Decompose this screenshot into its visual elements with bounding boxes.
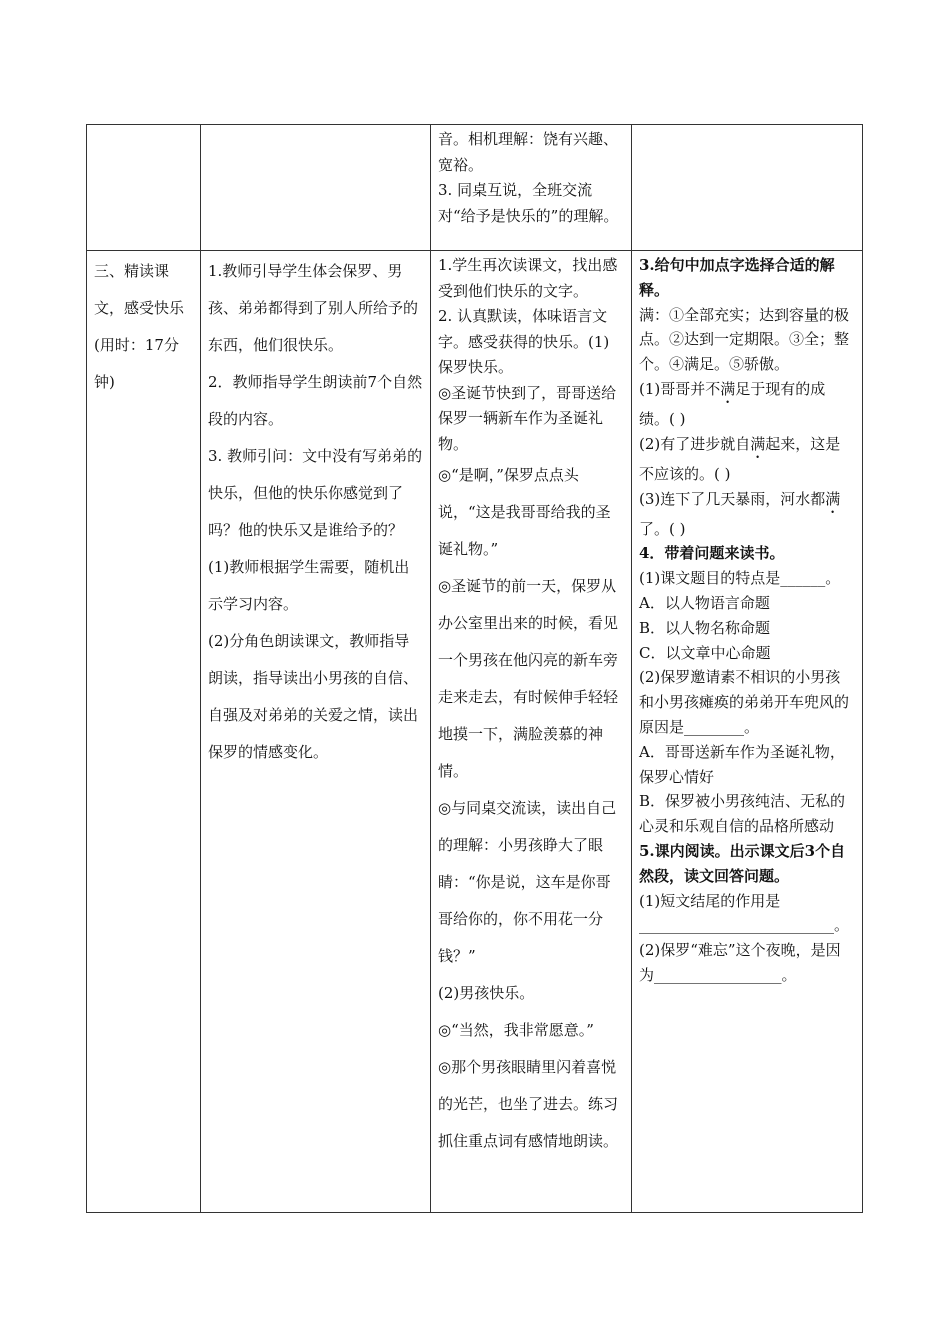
text-fragment: (3)连下了几天暴雨，河水都 [639, 489, 826, 508]
option-item: A．哥哥送新车作为圣诞礼物，保罗心情好 [639, 742, 845, 786]
student-activity-cell [431, 251, 632, 1213]
question-item [639, 432, 855, 487]
row1-col3-cell [431, 125, 632, 251]
option-item: A．以人物语言命题 [639, 593, 770, 612]
question-title: 3.给句中加点字选择合适的解释。 [639, 256, 835, 299]
paragraph: 2. 认真默读，体味语言文字。感受获得的快乐。(1)保罗快乐。 [438, 307, 610, 376]
question-item: (1)短文结尾的作用是__________________________。 [639, 891, 850, 935]
row1-col4-cell [632, 125, 863, 251]
dotted-character: 满 [825, 489, 841, 508]
paragraph: ◎圣诞节的前一天，保罗从办公室里出来的时候，看见一个男孩在他闪亮的新车旁走来走去，有时候伸手轻轻地摸一下，满脸羡慕的神情。 [438, 577, 619, 780]
step-title: 三、精读课文，感受快乐(用时：17分钟) [94, 262, 185, 391]
paragraph: ◎“当然，我非常愿意。” [438, 1021, 594, 1039]
paragraph: ◎与同桌交流读，读出自己的理解：小男孩睁大了眼睛：“你是说，这车是你哥哥给你的，你不用花一分钱？” [438, 799, 617, 965]
paragraph: ◎那个男孩眼睛里闪着喜悦的光芒，也坐了进去。练习抓住重点词有感情地朗读。 [438, 1058, 619, 1150]
paragraph: (1)教师根据学生需要，随机出示学习内容。 [208, 558, 410, 613]
question-item: (2)保罗“难忘”这个夜晚，是因为_________________。 [639, 941, 841, 984]
text-fragment: 了。( ) [639, 519, 686, 538]
paragraph: 3. 同桌互说，全班交流对“给予是快乐的”的理解。 [438, 181, 619, 225]
paragraph: ◎“是啊，”保罗点点头说，“这是我哥哥给我的圣诞礼物。” [438, 466, 611, 558]
question-title: 5.课内阅读。出示课文后3个自然段，读文回答问题。 [639, 841, 846, 885]
option-item: C．以文章中心命题 [639, 643, 771, 662]
question-item [639, 377, 855, 432]
exercise-cell [632, 251, 863, 1213]
paragraph: 3. 教师引问：文中没有写弟弟的快乐，但他的快乐你感觉到了吗？他的快乐又是谁给予的？ [208, 447, 423, 539]
table-row [87, 251, 863, 1213]
dotted-character: 满 [720, 379, 736, 398]
paragraph: (2)分角色朗读课文，教师指导朗读，指导读出小男孩的自信、自强及对弟弟的关爱之情，读出保罗的情感变化。 [208, 632, 419, 761]
text-fragment: 起来，这是不应该的。( ) [639, 434, 841, 483]
paragraph: (2)男孩快乐。 [438, 984, 535, 1002]
question-item: (1)课文题目的特点是______。 [639, 569, 841, 588]
paragraph: 2．教师指导学生朗读前7个自然段的内容。 [208, 373, 423, 428]
paragraph: ◎圣诞节快到了，哥哥送给保罗一辆新车作为圣诞礼物。 [438, 383, 617, 453]
option-item: B．保罗被小男孩纯洁、无私的心灵和乐观自信的品格所感动 [639, 792, 846, 836]
paragraph: 音。相机理解：饶有兴趣、宽裕。 [438, 130, 619, 174]
option-item: B．以人物名称命题 [639, 618, 771, 637]
teacher-activity-cell [201, 251, 431, 1213]
lesson-plan-table [86, 124, 863, 1213]
step-title-cell [87, 251, 201, 1213]
row1-col1-cell [87, 125, 201, 251]
text-fragment: (2)有了进步就自 [639, 434, 751, 453]
text-fragment: (1)哥哥并不 [639, 379, 721, 398]
question-title: 4．带着问题来读书。 [639, 544, 785, 563]
paragraph: 1.教师引导学生体会保罗、男孩、弟弟都得到了别人所给予的东西，他们很快乐。 [208, 262, 419, 354]
dotted-character: 满 [750, 434, 766, 453]
question-item [639, 487, 855, 542]
question-item: (2)保罗邀请素不相识的小男孩和小男孩瘫痪的弟弟开车兜风的原因是________。 [639, 668, 850, 736]
definition: 满：①全部充实；达到容量的极点。②达到一定期限。③全；整个。④满足。⑤骄傲。 [639, 305, 850, 374]
text-fragment: 足于现有的成绩。( ) [639, 379, 826, 428]
paragraph: 1.学生再次读课文，找出感受到他们快乐的文字。 [438, 256, 618, 300]
table-row [87, 125, 863, 251]
row1-col2-cell [201, 125, 431, 251]
